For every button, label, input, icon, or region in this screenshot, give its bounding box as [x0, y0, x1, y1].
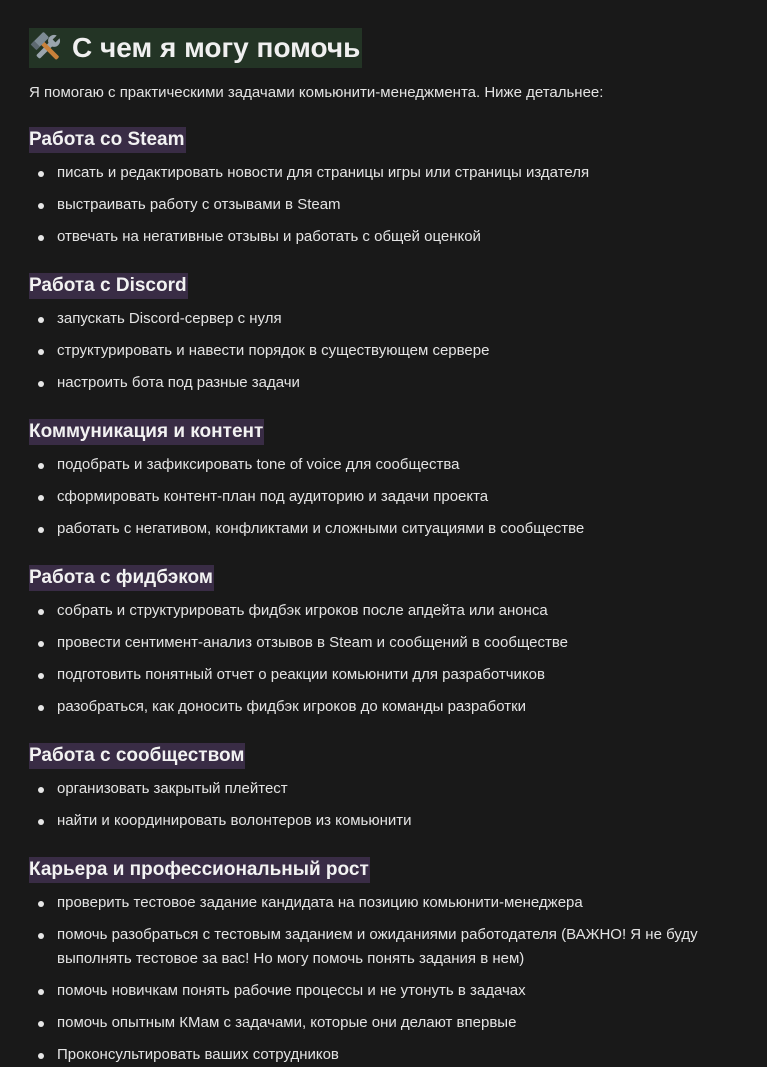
list-item: запускать Discord-сервер с нуля: [29, 307, 759, 331]
bullet-list: [29, 777, 759, 833]
list-item: сформировать контент-план под аудиторию и задачи проекта: [29, 485, 759, 509]
page-title-text: С чем я могу помочь: [72, 32, 361, 63]
list-item: подготовить понятный отчет о реакции комьюнити для разработчиков: [29, 663, 759, 687]
list-item: провести сентимент-анализ отзывов в Steam и сообщений в сообществе: [29, 631, 759, 655]
list-item: организовать закрытый плейтест: [29, 777, 759, 801]
section-heading: Карьера и профессиональный рост: [29, 857, 370, 883]
bullet-list: [29, 599, 759, 719]
list-item: разобраться, как доносить фидбэк игроков до команды разработки: [29, 695, 759, 719]
list-item: помочь новичкам понять рабочие процессы и не утонуть в задачах: [29, 979, 759, 1003]
list-item: проверить тестовое задание кандидата на позицию комьюнити-менеджера: [29, 891, 759, 915]
bullet-list: [29, 891, 759, 1067]
section-heading: Работа с Discord: [29, 273, 188, 299]
section-career: [29, 857, 759, 1067]
section-heading: Работа с фидбэком: [29, 565, 214, 591]
list-item: найти и координировать волонтеров из комьюнити: [29, 809, 759, 833]
list-item: Проконсультировать ваших сотрудников: [29, 1043, 759, 1067]
list-item: собрать и структурировать фидбэк игроков после апдейта или анонса: [29, 599, 759, 623]
list-item: работать с негативом, конфликтами и сложными ситуациями в сообществе: [29, 517, 759, 541]
section-heading: Работа со Steam: [29, 127, 186, 153]
list-item: писать и редактировать новости для страницы игры или страницы издателя: [29, 161, 759, 185]
section-heading: Работа с сообществом: [29, 743, 245, 769]
intro-text: Я помогаю с практическими задачами комьюнити-менеджмента. Ниже детальнее:: [29, 84, 604, 101]
bullet-list: [29, 453, 759, 541]
bullet-list: [29, 307, 759, 395]
list-item: подобрать и зафиксировать tone of voice для сообщества: [29, 453, 759, 477]
list-item: выстраивать работу с отзывами в Steam: [29, 193, 759, 217]
section-discord: [29, 273, 759, 395]
list-item: помочь опытным КМам с задачами, которые они делают впервые: [29, 1011, 759, 1035]
section-community: [29, 743, 759, 833]
section-communication: [29, 419, 759, 541]
hammer-and-wrench-icon: [30, 31, 64, 65]
list-item: структурировать и навести порядок в существующем сервере: [29, 339, 759, 363]
list-item: отвечать на негативные отзывы и работать с общей оценкой: [29, 225, 759, 249]
bullet-list: [29, 161, 759, 249]
list-item: помочь разобраться с тестовым заданием и ожиданиями работодателя (ВАЖНО! Я не буду выполнять тестовое за вас! Но могу помочь понять задания в нем): [29, 923, 759, 971]
page-title: [29, 28, 362, 68]
page-content: [29, 28, 759, 1067]
section-steam: [29, 127, 759, 249]
section-heading: Коммуникация и контент: [29, 419, 264, 445]
section-feedback: [29, 565, 759, 719]
list-item: настроить бота под разные задачи: [29, 371, 759, 395]
